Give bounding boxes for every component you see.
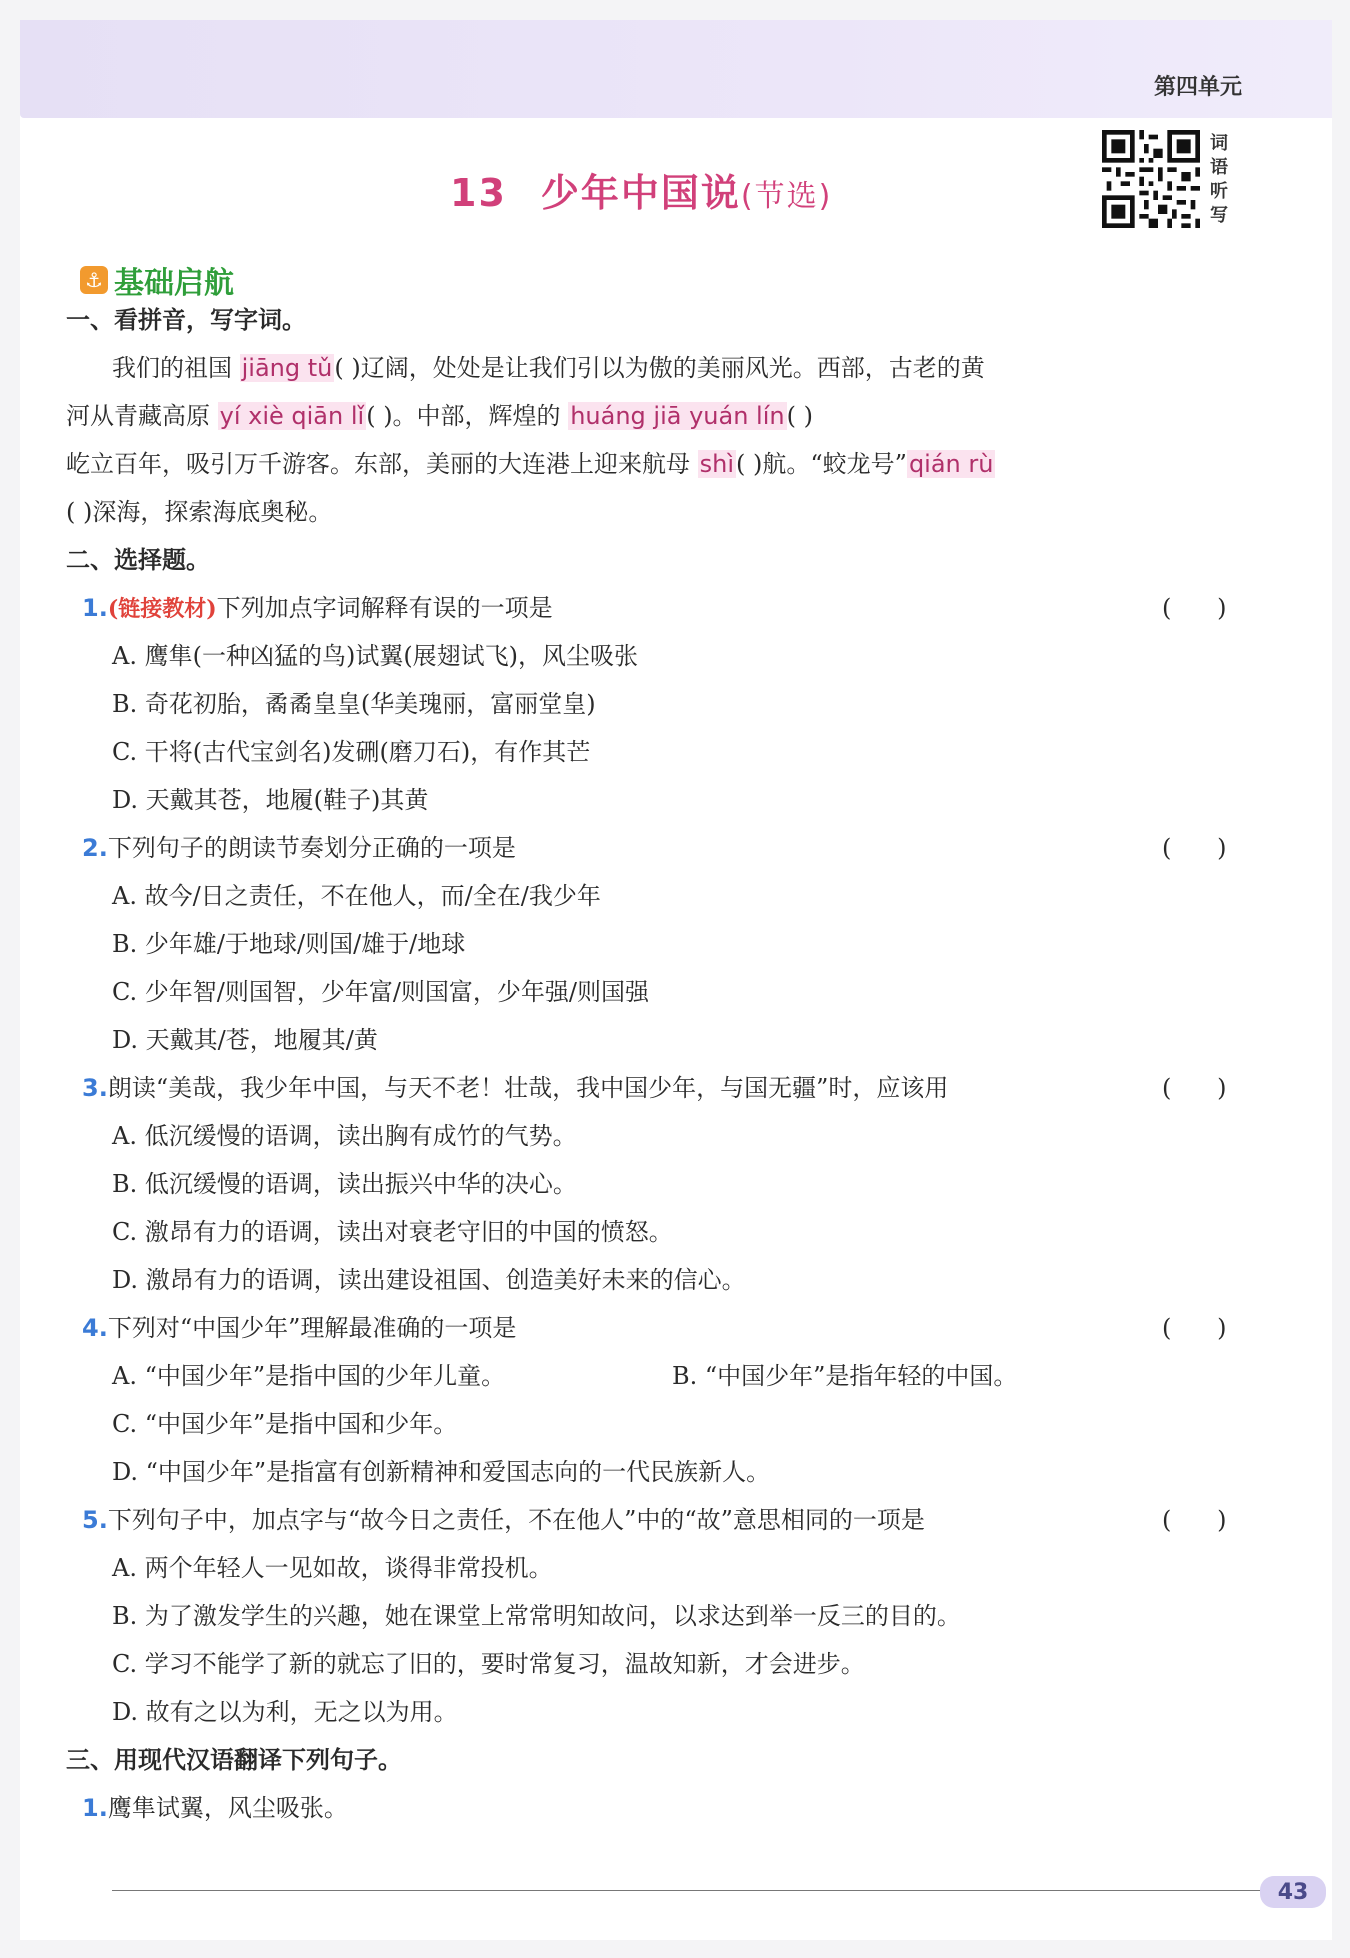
qr-label-char: 语 <box>1210 157 1228 178</box>
option: B. “中国少年”是指年轻的中国。 <box>672 1362 1018 1390</box>
qr-label-char: 写 <box>1210 205 1228 226</box>
part1-line-1 <box>112 352 985 384</box>
part2-heading: 二、选择题。 <box>66 546 210 574</box>
option: C. “中国少年”是指中国和少年。 <box>112 1410 458 1438</box>
part1-line-2 <box>66 400 813 432</box>
page <box>20 20 1332 1940</box>
option: C. 干将(古代宝剑名)发硎(磨刀石)，有作其芒 <box>112 738 591 766</box>
option: A. 故今/日之责任，不在他人，而/全在/我少年 <box>112 882 601 910</box>
text: 河从青藏高原 <box>66 402 210 430</box>
option: D. 激昂有力的语调，读出建设祖国、创造美好未来的信心。 <box>112 1266 746 1294</box>
part3-heading: 三、用现代汉语翻译下列句子。 <box>66 1746 402 1774</box>
pinyin: huáng jiā yuán lín <box>570 402 785 430</box>
header-band <box>20 20 1332 118</box>
option: C. 激昂有力的语调，读出对衰老守旧的中国的愤怒。 <box>112 1218 673 1246</box>
anchor-icon: ⚓ <box>80 266 108 294</box>
option: B. 奇花初胎，矞矞皇皇(华美瑰丽，富丽堂皇) <box>112 690 596 718</box>
part1-heading: 一、看拼音，写字词。 <box>66 306 306 334</box>
answer-paren[interactable]: ( ) <box>1162 1506 1227 1534</box>
part1-line-4: ( )深海，探索海底奥秘。 <box>66 498 333 526</box>
pinyin: shì <box>699 450 735 478</box>
answer-paren[interactable]: ( ) <box>1162 1314 1227 1342</box>
answer-line[interactable] <box>112 1890 1262 1891</box>
option: B. 为了激发学生的兴趣，她在课堂上常常明知故问，以求达到举一反三的目的。 <box>112 1602 961 1630</box>
question-5 <box>82 1504 925 1536</box>
option: A. “中国少年”是指中国的少年儿童。 <box>112 1362 506 1390</box>
pinyin: jiāng tǔ <box>241 354 333 382</box>
lesson-title <box>450 162 832 217</box>
option: C. 少年智/则国智，少年富/则国富，少年强/则国强 <box>112 978 650 1006</box>
option: D. 天戴其/苍，地履其/黄 <box>112 1026 378 1054</box>
answer-paren[interactable]: ( ) <box>1162 594 1227 622</box>
section-title: 基础启航 <box>114 266 234 301</box>
option: A. 鹰隼(一种凶猛的鸟)试翼(展翅试飞)，风尘吸张 <box>112 642 639 670</box>
option: D. 故有之以为利，无之以为用。 <box>112 1698 458 1726</box>
option: A. 低沉缓慢的语调，读出胸有成竹的气势。 <box>112 1122 577 1150</box>
lesson-subtitle: (节选) <box>740 179 833 214</box>
answer-paren[interactable]: ( ) <box>1162 1074 1227 1102</box>
question-text: 朗读“美哉，我少年中国，与天不老！壮哉，我中国少年，与国无疆”时，应该用 <box>107 1074 949 1102</box>
question-number: 1. <box>82 594 108 622</box>
qr-code-icon[interactable] <box>1102 130 1200 228</box>
option: C. 学习不能学了新的就忘了旧的，要时常复习，温故知新，才会进步。 <box>112 1650 865 1678</box>
text: ( ) <box>786 402 813 430</box>
pinyin: qián rù <box>908 450 994 478</box>
option: A. 两个年轻人一见如故，谈得非常投机。 <box>112 1554 553 1582</box>
question-text: 鹰隼试翼，风尘吸张。 <box>107 1794 348 1822</box>
question-4 <box>82 1312 516 1344</box>
option: D. 天戴其苍，地履(鞋子)其黄 <box>112 786 429 814</box>
text: ( )航。“蛟龙号” <box>736 450 907 478</box>
text: ( )辽阔，处处是让我们引以为傲的美丽风光。西部，古老的黄 <box>334 354 985 382</box>
page-number: 43 <box>1260 1876 1326 1908</box>
question-tag: (链接教材) <box>107 596 217 622</box>
translation-question-1 <box>82 1792 348 1824</box>
lesson-name: 少年中国说 <box>540 171 741 215</box>
lesson-number: 13 <box>450 171 507 215</box>
question-3 <box>82 1072 948 1104</box>
question-number: 2. <box>82 834 108 862</box>
part1-line-3 <box>66 448 995 480</box>
option: B. 少年雄/于地球/则国/雄于/地球 <box>112 930 466 958</box>
question-number: 4. <box>82 1314 108 1342</box>
qr-label-char: 词 <box>1210 133 1228 154</box>
option: D. “中国少年”是指富有创新精神和爱国志向的一代民族新人。 <box>112 1458 771 1486</box>
pinyin: yí xiè qiān lǐ <box>219 402 365 430</box>
text: 屹立百年，吸引万千游客。东部，美丽的大连港上迎来航母 <box>66 450 690 478</box>
question-number: 5. <box>82 1506 108 1534</box>
text: 我们的祖国 <box>112 354 232 382</box>
question-number: 3. <box>82 1074 108 1102</box>
question-number: 1. <box>82 1794 108 1822</box>
qr-label <box>1210 132 1236 228</box>
text: ( )。中部，辉煌的 <box>366 402 561 430</box>
option: B. 低沉缓慢的语调，读出振兴中华的决心。 <box>112 1170 577 1198</box>
qr-label-char: 听 <box>1210 181 1228 202</box>
question-text: 下列句子的朗读节奏划分正确的一项是 <box>107 834 516 862</box>
question-text: 下列加点字词解释有误的一项是 <box>216 594 553 622</box>
question-text: 下列对“中国少年”理解最准确的一项是 <box>107 1314 517 1342</box>
unit-label: 第四单元 <box>1153 75 1242 100</box>
answer-paren[interactable]: ( ) <box>1162 834 1227 862</box>
question-1 <box>82 592 553 625</box>
question-text: 下列句子中，加点字与“故今日之责任，不在他人”中的“故”意思相同的一项是 <box>107 1506 925 1534</box>
question-2 <box>82 832 516 864</box>
section-header <box>80 258 234 302</box>
